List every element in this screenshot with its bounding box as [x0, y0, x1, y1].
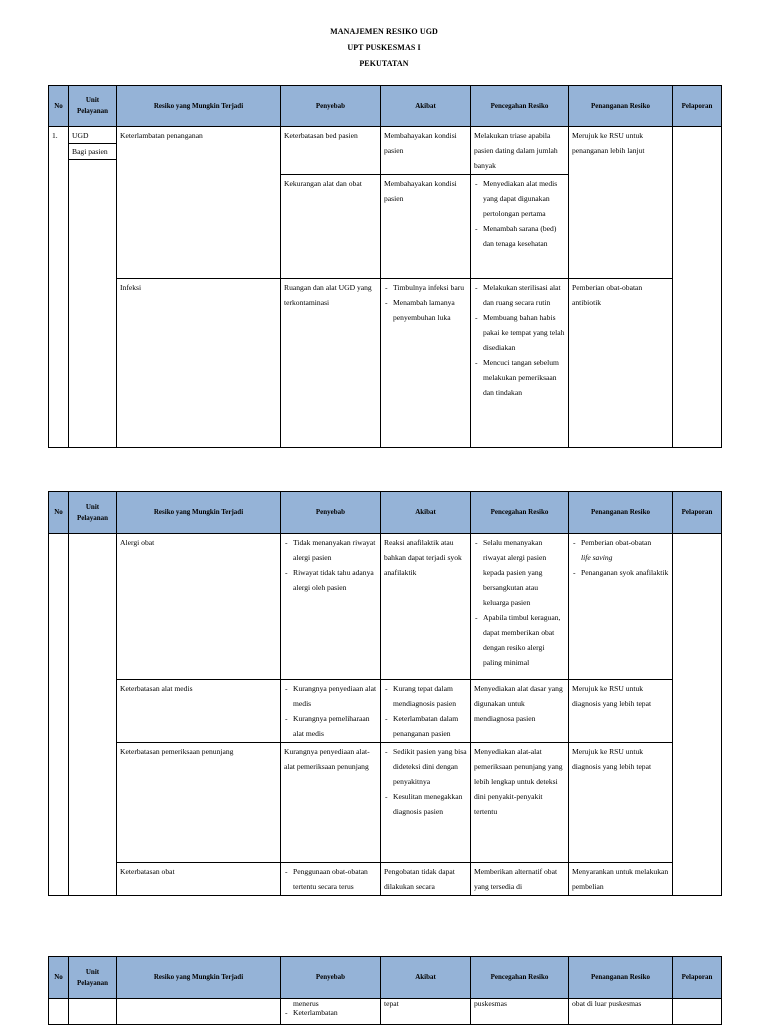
prevention-item: - Apabila timbul keraguan, dapat memberikan obat dengan resiko alergi paling minimal	[483, 610, 565, 670]
prevention-cell: Memberikan alternatif obat yang tersedia di	[471, 863, 569, 896]
prevention-cell	[471, 279, 569, 448]
cause-cell	[281, 863, 381, 896]
col-header-prevention: Pencegahan Resiko	[471, 957, 569, 999]
risk-cell: Keterbatasan obat	[117, 863, 281, 896]
cause-item: - Tidak menanyakan riwayat alergi pasien	[293, 535, 377, 565]
prevention-cell: Melakukan triase apabila pasien dating dalam jumlah banyak	[471, 127, 569, 175]
cause-cell: Kekurangan alat dan obat	[281, 175, 381, 279]
col-header-handling: Penanganan Resiko	[569, 957, 673, 999]
col-header-risk: Resiko yang Mungkin Terjadi	[117, 957, 281, 999]
handling-cell: Menyarankan untuk melakukan pembelian	[569, 863, 673, 896]
cause-cell	[281, 999, 381, 1025]
effect-cell: tepat	[381, 999, 471, 1025]
col-header-effect: Akibat	[381, 492, 471, 534]
risk-cell: Keterbatasan pemeriksaan penunjang	[117, 743, 281, 863]
reporter-cell	[673, 999, 722, 1025]
handling-cell: obat di luar puskesmas	[569, 999, 673, 1025]
doc-title-line1: MANAJEMEN RESIKO UGD	[330, 27, 438, 36]
col-header-risk: Resiko yang Mungkin Terjadi	[117, 86, 281, 127]
effect-cell: Membahayakan kondisi pasien	[381, 175, 471, 279]
risk-cell: Infeksi	[117, 279, 281, 448]
row-number	[49, 999, 69, 1025]
handling-cell: Merujuk ke RSU untuk diagnosis yang lebih tepat	[569, 680, 673, 743]
reporter-cell	[673, 127, 722, 448]
cause-cell: Keterbatasan bed pasien	[281, 127, 381, 175]
cause-item: - Penggunaan obat-obatan tertentu secara terus	[293, 864, 377, 894]
cause-cell: Ruangan dan alat UGD yang terkontaminasi	[281, 279, 381, 448]
col-header-no: No	[49, 957, 69, 999]
col-header-reporter: Pelaporan	[673, 492, 722, 534]
row-number: 1.	[49, 127, 69, 448]
table-header-row	[49, 492, 722, 534]
cause-cell: Kurangnya penyediaan alat-alat pemeriksaan penunjang	[281, 743, 381, 863]
unit-cell	[69, 999, 117, 1025]
prevention-item: - Melakukan sterilisasi alat dan ruang secara rutin	[483, 280, 565, 310]
prevention-cell: Menyediakan alat-alat pemeriksaan penunjang yang lebih lengkap untuk deteksi dini penyakit-penyakit tertentu	[471, 743, 569, 863]
col-header-risk: Resiko yang Mungkin Terjadi	[117, 492, 281, 534]
risk-table-1	[48, 85, 722, 448]
handling-cell: Pemberian obat-obatan antibiotik	[569, 279, 673, 448]
effect-item: - Sedikit pasien yang bisa dideteksi dini dengan penyakitnya	[393, 744, 467, 789]
table-row	[49, 863, 722, 896]
prevention-item: - Mencuci tangan sebelum melakukan pemeriksaan dan tindakan	[483, 355, 565, 400]
table-row	[49, 534, 722, 680]
effect-item: - Menambah lamanya penyembuhan luka	[393, 295, 467, 325]
effect-cell	[381, 279, 471, 448]
risk-cell	[117, 999, 281, 1025]
prevention-item: - Menyediakan alat medis yang dapat digunakan pertolongan pertama	[483, 176, 565, 221]
handling-cell	[569, 534, 673, 680]
table-header-row	[49, 86, 722, 127]
risk-cell: Keterbatasan alat medis	[117, 680, 281, 743]
table-header-row	[49, 957, 722, 999]
cause-item: - Kurangnya penyediaan alat medis	[293, 681, 377, 711]
col-header-unit: Unit Pelayanan	[69, 86, 117, 127]
effect-cell: Membahayakan kondisi pasien	[381, 127, 471, 175]
prevention-item: - Membuang bahan habis pakai ke tempat yang telah disediakan	[483, 310, 565, 355]
col-header-effect: Akibat	[381, 957, 471, 999]
col-header-cause: Penyebab	[281, 957, 381, 999]
prevention-item: - Selalu menanyakan riwayat alergi pasien kepada pasien yang bersangkutan atau keluarga pasien	[483, 535, 565, 610]
col-header-handling: Penanganan Resiko	[569, 86, 673, 127]
unit-cell	[69, 534, 117, 896]
reporter-cell	[673, 534, 722, 896]
row-number	[49, 534, 69, 896]
handling-text-italic: life saving	[581, 553, 613, 562]
unit-cell	[69, 127, 117, 448]
col-header-unit: Unit Pelayanan	[69, 957, 117, 999]
effect-cell	[381, 680, 471, 743]
cause-cell	[281, 534, 381, 680]
col-header-reporter: Pelaporan	[673, 957, 722, 999]
col-header-handling: Penanganan Resiko	[569, 492, 673, 534]
cause-cell	[281, 680, 381, 743]
doc-title-line2: UPT PUSKESMAS I	[347, 43, 421, 52]
cause-continuation: menerus	[293, 999, 319, 1008]
risk-cell: Alergi obat	[117, 534, 281, 680]
unit-target: Bagi pasien	[69, 144, 116, 160]
effect-cell	[381, 743, 471, 863]
table-row	[49, 127, 722, 175]
effect-item: - Timbulnya infeksi baru	[393, 280, 467, 295]
col-header-reporter: Pelaporan	[673, 86, 722, 127]
risk-cell: Keterlambatan penanganan	[117, 127, 281, 279]
table-row	[49, 680, 722, 743]
handling-item	[581, 535, 669, 565]
handling-cell: Merujuk ke RSU untuk diagnosis yang lebih tepat	[569, 743, 673, 863]
col-header-prevention: Pencegahan Resiko	[471, 492, 569, 534]
effect-item: - Keterlambatan dalam penanganan pasien	[393, 711, 467, 741]
prevention-cell: puskesmas	[471, 999, 569, 1025]
col-header-cause: Penyebab	[281, 492, 381, 534]
effect-cell: Pengobatan tidak dapat dilakukan secara	[381, 863, 471, 896]
prevention-cell	[471, 534, 569, 680]
cause-item: - Riwayat tidak tahu adanya alergi oleh pasien	[293, 565, 377, 595]
effect-item: - Kurang tepat dalam mendiagnosis pasien	[393, 681, 467, 711]
doc-title-line3: PEKUTATAN	[359, 59, 409, 68]
handling-cell: Merujuk ke RSU untuk penanganan lebih lanjut	[569, 127, 673, 279]
table-row	[49, 743, 722, 863]
prevention-item: - Menambah sarana (bed) dan tenaga kesehatan	[483, 221, 565, 251]
col-header-cause: Penyebab	[281, 86, 381, 127]
handling-item: - Penanganan syok anafilaktik	[581, 565, 669, 580]
prevention-cell: Menyediakan alat dasar yang digunakan untuk mendiagnosa pasien	[471, 680, 569, 743]
col-header-no: No	[49, 492, 69, 534]
handling-text: Pemberian obat-obatan	[581, 538, 652, 547]
table-row	[49, 279, 722, 448]
col-header-unit: Unit Pelayanan	[69, 492, 117, 534]
col-header-prevention: Pencegahan Resiko	[471, 86, 569, 127]
effect-item: - Kesulitan menegakkan diagnosis pasien	[393, 789, 467, 819]
unit-name: UGD	[69, 128, 116, 144]
col-header-effect: Akibat	[381, 86, 471, 127]
risk-table-2	[48, 491, 722, 896]
table-row	[49, 999, 722, 1025]
risk-table-3	[48, 956, 722, 1025]
effect-cell: Reaksi anafilaktik atau bahkan dapat terjadi syok anafilaktik	[381, 534, 471, 680]
col-header-no: No	[49, 86, 69, 127]
prevention-cell	[471, 175, 569, 279]
cause-item: - Kurangnya pemeliharaan alat medis	[293, 711, 377, 741]
cause-item: - Keterlambatan	[293, 1008, 377, 1017]
